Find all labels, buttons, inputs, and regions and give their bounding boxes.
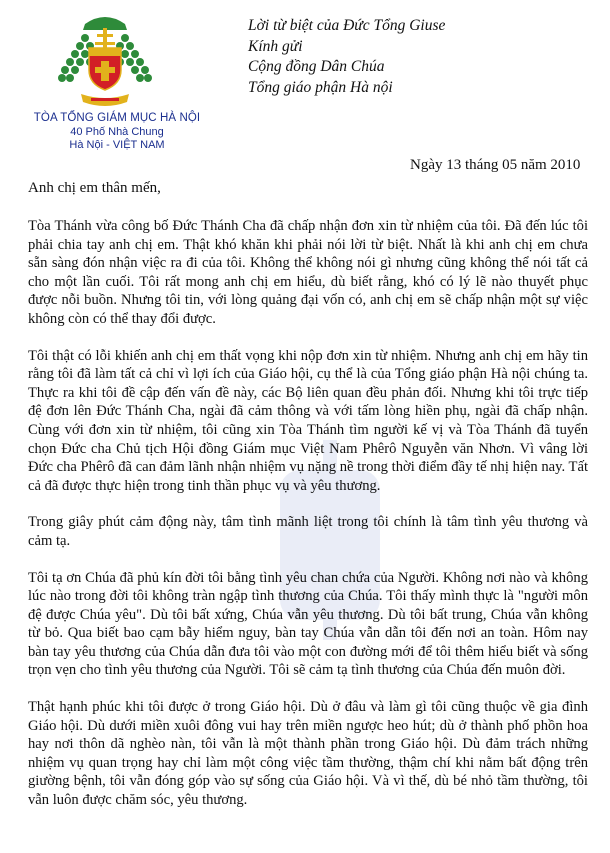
seat-address: 40 Phố Nhà Chung <box>70 126 164 138</box>
letter-heading <box>248 16 445 98</box>
paragraph: Tôi thật có lỗi khiến anh chị em thất vọng khi nộp đơn xin từ nhiệm. Nhưng anh chị em hãy tin rằng tôi đã làm tất cả chỉ vì lợi ích của Giáo hội, cụ thể là của Tổng giáo phận Hà nội chúng ta. Thực ra khi tôi đề cập đến vấn đề này, các Bộ liên quan đều phản đối. Nhưng khi tôi trực tiếp đệ đơn lên Đức Thánh Cha, ngài đã cảm thông và với tấm lòng hiền phụ, ngài đã chấp nhận. Cùng với đơn xin từ nhiệm, tôi cũng xin Tòa Thánh tìm người kế vị và Tòa Thánh đã tuyển chọn Đức cha Chủ tịch Hội đồng Giám mục Việt Nam Phêrô Nguyễn văn Nhơn. Vì vâng lời Đức cha Phêrô đã can đảm lãnh nhận nhiệm vụ nặng nề trong thời điểm đầy tế nhị hiện nay. Tất cả đã được thực hiện trong tinh thần phục vụ và yêu thương. <box>28 347 588 494</box>
paragraph: Tòa Thánh vừa công bố Đức Thánh Cha đã chấp nhận đơn xin từ nhiệm của tôi. Đã đến lúc tôi phải chia tay anh chị em. Thật khó khăn khi phải nói lời từ biệt. Nhất là khi anh chị em chưa sẵn sàng đón nhận việc ra đi của tôi. Không thể không nói gì nhưng cũng không thể nói tất cả cho một lần cuối. Tôi rất mong anh chị em hiểu, dù biết rằng, khó có lý lẽ nào thuyết phục được nỗi buồn. Nhưng tôi tin, với lòng quảng đại vốn có, anh chị em sẽ chấp nhận một sự việc không còn có thể thay đổi được. <box>28 218 588 327</box>
paragraph: Thật hạnh phúc khi tôi được ở trong Giáo hội. Dù ở đâu và làm gì tôi cũng thuộc về gia đình Giáo hội. Dù dưới miền xuôi đông vui hay trên miền ngược heo hút; dù ở thành phố phồn hoa hay nơi thôn dã nghèo nàn, tôi vẫn là một thành phần trong Giáo hội. Dù đảm trách những nhiệm vụ quan trọng hay chỉ làm một công việc tầm thường, thậm chí khi nằm bất động trên giường bệnh, tôi vẫn đóng góp vào sự sống của Giáo hội. Và vì thế, dù bé nhỏ tầm thường, tôi vẫn luôn được chăm sóc, yêu thương. <box>28 699 588 809</box>
paragraph: Tôi tạ ơn Chúa đã phủ kín đời tôi bằng tình yêu chan chứa của Người. Không nơi nào và không lúc nào trong đời tôi không tràn ngập tình thương của Chúa. Tôi thấy mình thực là "người môn đệ được Chúa yêu". Dù tôi bất xứng, Chúa vẫn yêu thương. Dù tôi bất trung, Chúa vẫn không từ bỏ. Qua biết bao cạm bẫy hiểm nguy, bàn tay Chúa vẫn dẫn tôi đến nơi an toàn. Hôm nay bàn tay yêu thương của Chúa dẫn đưa tôi vào một con đường mới để tôi thêm hiểu biết và sống trọn vẹn cho tình yêu thương của Người. Tôi sẽ cảm tạ tình thương của Chúa đến muôn đời. <box>28 569 588 679</box>
heading-recipient: Cộng đồng Dân Chúa <box>248 58 385 75</box>
salutation: Anh chị em thân mến, <box>28 180 161 196</box>
seat-name: TÒA TỔNG GIÁM MỤC HÀ NỘI <box>33 112 201 124</box>
coat-of-arms-icon <box>55 6 155 114</box>
heading-title: Lời từ biệt của Đức Tổng Giuse <box>248 17 446 34</box>
letter-body <box>28 217 588 828</box>
letter-date: Ngày 13 tháng 05 năm 2010 <box>410 157 581 173</box>
heading-greeting: Kính gửi <box>248 37 303 55</box>
paragraph: Trong giây phút cảm động này, tâm tình mãnh liệt trong tôi chính là tâm tình yêu thương và cảm tạ. <box>28 514 588 549</box>
archdiocese-letterhead <box>32 112 202 151</box>
seat-city: Hà Nội - VIỆT NAM <box>69 139 165 151</box>
heading-recipient-diocese: Tổng giáo phận Hà nội <box>248 78 393 96</box>
